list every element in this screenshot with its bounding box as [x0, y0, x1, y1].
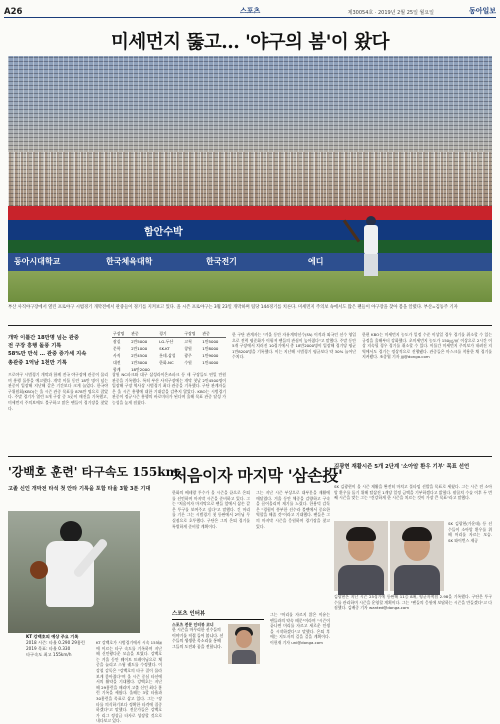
ad-board-green [8, 240, 492, 253]
ad-board-lower [8, 253, 492, 271]
table-cell: 문학 [113, 345, 121, 351]
page-header [4, 4, 496, 18]
portrait-suit [338, 565, 384, 595]
divider-upper [8, 325, 492, 326]
player-photo [8, 511, 140, 633]
interviewee-face [236, 630, 252, 648]
table-header: 관중 [130, 330, 158, 338]
table-cell: 18만2000 [131, 366, 150, 372]
right-story-body-2: 김광현은 지난 시즌 25경기에 등판해 11승 8패, 평균자책점 2.98을 기록했다. 구단은 투구 수를 관리하며 시즌을 운영할 계획이다. 그는 "팬들의 응원에 보답하는 시즌을 만들겠다"고 다짐했다. 김배중 기자 wanted@donga.com [334, 594, 492, 611]
table-header: 구장명 [183, 330, 201, 338]
table-cell: 1만3000 [131, 359, 148, 365]
board-word-2: 한국체육대학 [106, 257, 153, 266]
player-uniform [46, 541, 94, 607]
left-story-subtitle: 고졸 신인 개막전 타석 첫 안타 기록을 포함 타율 3할 3푼 기대 [8, 486, 151, 492]
table-cell: 롯데-삼성 [159, 352, 176, 358]
player-cap [60, 521, 82, 543]
right-story-body: SK 김광현이 올 시즌 재활을 완전히 마치고 풀타임 선발을 목표로 세웠다. 그는 시즌 전 소아암 환우를 돕기 위해 탈삼진 1개당 일정 금액을 기부하겠다고 밝혔다. 팔꿈치 수술 이후 두 번째 시즌을 맞는 그는 "건강하게 한 시즌을 치르는 것이 가장 큰 목표"라고 말했다. [334, 484, 492, 501]
batter-figure [360, 216, 382, 278]
board-logo: 함안수박 [144, 227, 183, 238]
mid-story-col-2: 그는 지난 시즌 부상으로 대부분을 재활에 매달렸다. 겨울 동안 체중을 감량하고 구속을 끌어올리며 재기를 노렸다. 한용덕 감독은 "경험이 풍부한 선수라 불펜에서 중요한 역할을 해줄 것"이라고 기대했다. 팬들은 그의 마지막 시즌을 응원하며 경기장을 찾고 있다. [256, 490, 330, 529]
caption-line-1: 2018 시즌: 타율 0.290 29홈런 [26, 640, 85, 645]
table-cell: 수원 [184, 359, 192, 365]
table-cell: 사직 [113, 352, 121, 358]
sidebar-line-1: 개막 이틀간 18만명 넘는 관중 [8, 335, 80, 341]
divider-lower [8, 456, 492, 457]
baseball-field [8, 271, 492, 302]
ad-board-red [8, 206, 492, 220]
right-story-subtitle: 김광현 재활시즌 5개 2단계 '소아암 환우 기부' 목표 선언 [334, 464, 470, 470]
table-cell: LG-두산 [159, 338, 174, 344]
batter-legs [364, 254, 378, 276]
issue-date: 제30054호 · 2019년 2월 25일 월요일 [347, 10, 434, 16]
board-word-3: 한국전기 [206, 257, 237, 266]
table-cell: SK-KT [159, 346, 170, 351]
table-cell: 1만8000 [202, 345, 219, 351]
interview-box-line: 스포츠 전문 인터뷰 코너 [172, 621, 214, 627]
attendance-table [112, 330, 226, 373]
portrait-caption: SK 김광현(가운데) 등 선수들이 소아암 환우를 위해 머리를 자르는 모습. SK 와이번스 제공 [448, 521, 492, 543]
upper-body-col-3: 한편 KBO는 미세먼지 농도가 일정 수준 이상일 경우 경기를 취소할 수 있는 규정을 올해부터 강화했다. 초미세먼지 농도가 150㎍/㎥ 이상으로 2시간 이상 지속될 경우 경기를 취소할 수 있다. 이틀간 미세먼지 주의보가 내려진 지역에서도 경기는 정상적으로 진행됐다. 관중들은 마스크를 착용한 채 경기를 지켜봤다. 조종엽 기자 jjj@donga.com [362, 332, 492, 360]
table-cell: 광주 [184, 352, 192, 358]
board-word-4: 에디 [308, 257, 324, 266]
sidebar-headline [8, 334, 110, 367]
batter-uniform [364, 225, 378, 255]
interview-box [172, 612, 264, 686]
section-label: 스포츠 [240, 7, 261, 15]
table-row [112, 345, 226, 352]
table-cell: 2만1000 [131, 345, 148, 351]
left-story-title: '강백호 훈련' 타구속도 155km [8, 465, 179, 479]
left-story-lead [8, 502, 158, 510]
upper-body-col-1: 창원 NC파크와 대구 삼성라이온즈파크 등 새 구장들도 연일 만원 관중을 기록했다. 특히 부산 사직구장에는 개막 첫날 2만4500명이 입장해 구장 역사상 시범경기 최다 관중을 기록했다. 구단 관계자들은 올 시즌 흥행에 대한 기대감을 감추지 않았다. KBO는 시범경기 관중이 정규시즌 흥행의 바로미터가 된다며 올해 목표 관중 달성 가능성을 높게 점쳤다. [112, 372, 226, 405]
interviewee-suit [232, 650, 256, 664]
newspaper-logo: 동아일보 [468, 7, 496, 15]
sidebar-body: 프로야구 시범경기 개막과 함께 전국 야구장에 관중이 몰리며 흥행 돌풍을 예고했다. 개막 이틀 동안 18만 명이 넘는 관중이 입장해 지난해 같은 기간보다 크게 늘었다. 한국야구위원회(KBO)는 올 시즌 관중 목표를 878만 명으로 잡았다. 주말 경기가 열린 5개 구장 중 3곳이 매진을 기록했고, 미세먼지 주의보에도 불구하고 많은 팬들이 경기장을 찾았다. [8, 372, 108, 411]
photo-caption: 부산 사직야구장에서 열린 프로야구 시범경기 개막전에서 관중들이 경기를 지켜보고 있다. 올 시즌 프로야구는 3월 23일 개막하며 팀당 144경기를 치른다. 미세먼지 주의보 속에서도 많은 팬들이 야구장을 찾아 봄을 알렸다. 부산=김동주 기자 [8, 305, 458, 310]
page-number: A26 [4, 7, 23, 17]
interview-box-title: 스포츠 인터뷰 [172, 612, 264, 620]
sidebar-line-4: 총관중 1억남 1천만 기록 [8, 359, 67, 366]
table-header: 구장명 [112, 330, 130, 338]
mid-story-col-1: 한화의 베테랑 투수가 올 시즌을 끝으로 은퇴를 선언하며 마지막 시즌을 준비하고 있다. 그는 "처음이자 마지막으로 팬들 앞에서 삼손 같은 투구를 보여주고 싶다"고 말했다. 긴 머리를 기른 그는 시범경기 첫 등판에서 2이닝 무실점으로 호투했다. 구단은 그의 은퇴 경기를 특별하게 준비할 계획이다. [172, 490, 250, 529]
upper-body-col-2: 한 구단 관계자는 "겨울 동안 자유계약선수(FA) 이적과 외국인 선수 영입으로 전력 평준화가 이뤄져 팬들의 관심이 높아졌다"고 말했다. 주말 동안 5개 구장에서 치러진 10경기에서 총 18만2000명이 입장해 경기당 평균 1만8200명을 기록했다. 이는 지난해 시범경기 평균보다 약 30% 늘어난 수치다. [232, 332, 356, 360]
ad-board-blue [8, 220, 492, 240]
table-cell: 1만5000 [202, 338, 219, 344]
portrait-1 [334, 521, 388, 591]
interviewee-photo [228, 624, 260, 664]
board-word-1: 동아시대학교 [14, 257, 61, 266]
left-story-body: KT 강백호가 시범경기에서 시속 155㎞에 이르는 타구 속도를 기록하며 지난해 신인왕다운 모습을 보였다. 강백호는 겨울 동안 웨이트 트레이닝으로 체중을 늘리고 스윙 궤도를 수정했다. 이강철 감독은 "강백호의 타구 질이 몰라보게 좋아졌다"며 올 시즌 중심 타선에서의 활약을 기대했다. 강백호는 지난해 29홈런을 때리며 고졸 신인 최다 홈런 기록을 세웠다. 올해는 3할 타율과 30홈런을 목표로 삼고 있다. 그는 "장타를 의식하기보다 정확한 타격에 집중하겠다"고 말했다. 전문가들은 강백호가 리그 정상급 타자로 성장할 것으로 내다보고 있다. [96, 640, 162, 724]
mid-story-col-3: 그는 "머리를 자르지 않은 이유는 팬들과의 약속 때문"이라며 "시즌이 끝나면 머리를 자르고 새로운 인생을 시작하겠다"고 말했다. 은퇴 후에는 지도자의 길을 걸을 계획이다. 이헌재 기자 uni@donga.com [270, 612, 330, 645]
mid-story-title: 처음이자 마지막 '삼손投' [172, 466, 343, 485]
caption-label: KT 강백호의 예상 주요 기록 [26, 634, 79, 639]
table-row [112, 352, 226, 359]
table-cell: 한화-NC [159, 359, 174, 365]
table-cell: 창원 [184, 345, 192, 351]
table-cell: 1만9000 [202, 352, 219, 358]
sidebar-line-3: 58%만 만석 … 관중 증가세 지속 [8, 351, 87, 358]
table-cell: 2만4500 [131, 352, 148, 358]
portrait-suit [394, 565, 440, 595]
portrait-hair [402, 527, 432, 541]
table-header: 경기 [158, 330, 183, 338]
crowd-lower [8, 152, 492, 214]
glove-icon [30, 561, 48, 579]
sidebar-line-2: 전 구장 흥행 돌풍 기록 [8, 343, 62, 350]
caption-line-2: 2019 목표: 타율 0.330 [26, 646, 71, 651]
table-cell: 대전 [113, 359, 121, 365]
table-header: 관중 [201, 330, 226, 338]
table-cell: 합계 [113, 366, 121, 372]
table-cell: 고척 [184, 338, 192, 344]
stadium-photo [8, 56, 492, 302]
table-cell: 1만4000 [202, 359, 219, 365]
table-cell: 잠실 [113, 338, 121, 344]
interview-box-body: 한 시즌을 마무리한 선수들의 이야기를 직접 들어 봅니다. 선수들의 생생한 목소리를 통해 그들의 도전과 꿈을 전합니다. [172, 627, 224, 649]
portrait-hair [346, 527, 376, 541]
main-headline: 미세먼지 뚫고… '야구의 봄'이 왔다 [111, 32, 389, 53]
table-row [112, 359, 226, 366]
caption-line-3: 타구속도 최고 155km/h [26, 652, 72, 657]
table-row [112, 338, 226, 346]
portrait-2 [390, 521, 444, 591]
table-cell: 2만5000 [131, 338, 148, 344]
